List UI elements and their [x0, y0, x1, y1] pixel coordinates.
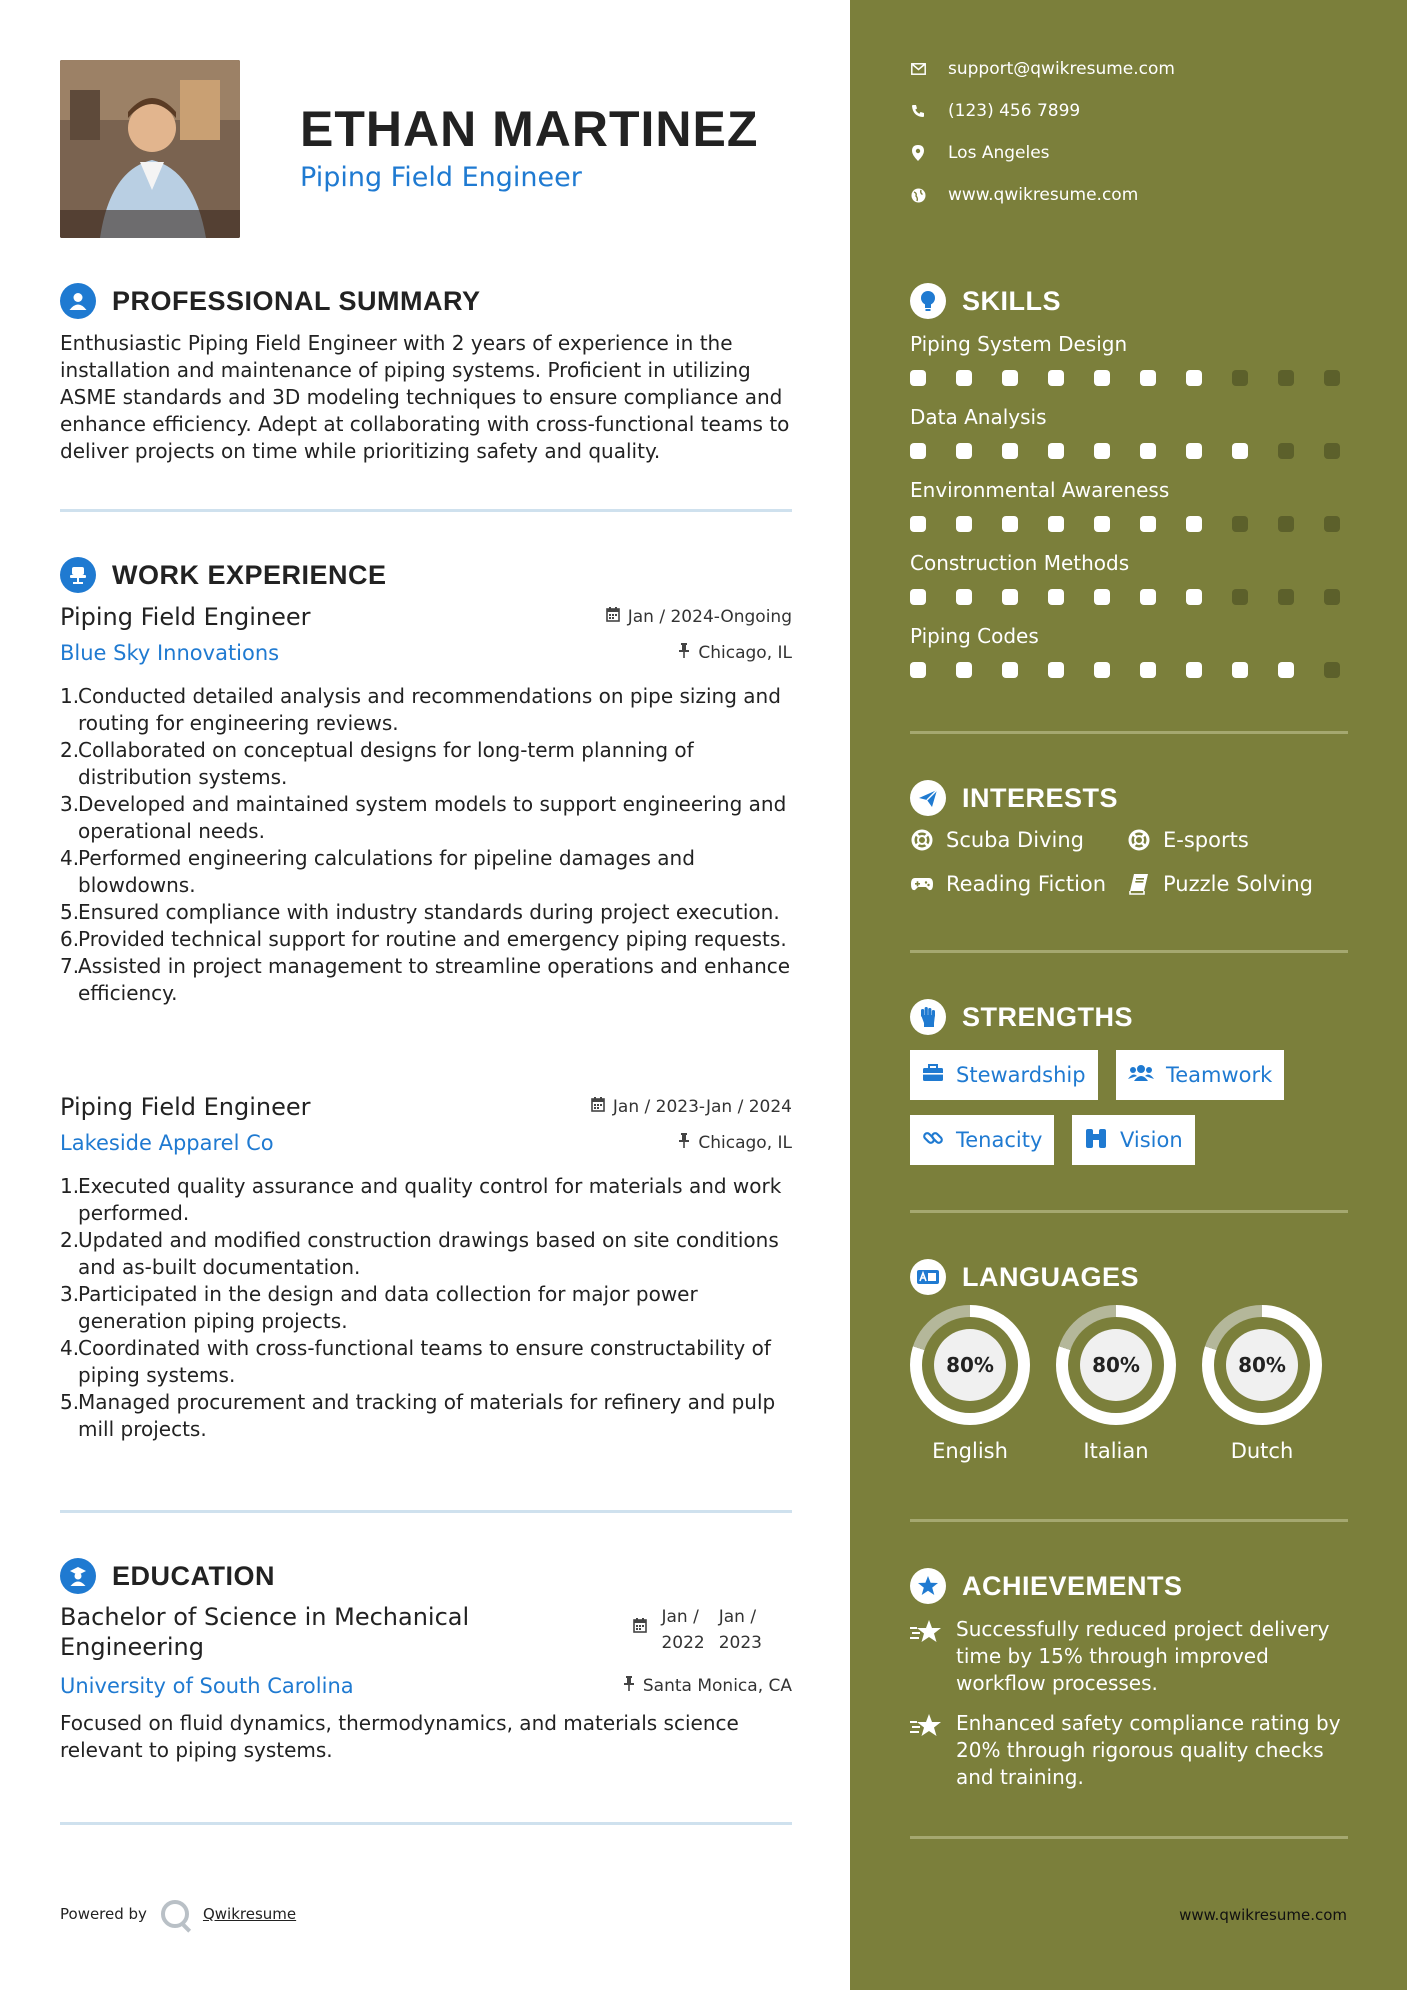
skill-dot — [1278, 443, 1294, 459]
candidate-name: ETHAN MARTINEZ — [300, 101, 759, 157]
achievement-text: Successfully reduced project delivery time by 15% through improved workflow processes. — [956, 1617, 1330, 1695]
job-company: Lakeside Apparel Co — [60, 1131, 274, 1155]
skill-dot — [1324, 443, 1340, 459]
skill-row — [910, 332, 1350, 386]
job-date — [606, 607, 792, 627]
skill-dot — [910, 370, 926, 386]
skill-row — [910, 624, 1350, 678]
website-text: www.qwikresume.com — [948, 185, 1139, 205]
pin-icon — [678, 643, 690, 663]
contact-location — [910, 143, 1050, 163]
skill-dot — [956, 662, 972, 678]
strength-badge — [1116, 1050, 1284, 1100]
brand-link[interactable]: Qwikresume — [202, 1905, 297, 1923]
binoculars-icon — [1084, 1127, 1108, 1154]
star-icon — [910, 1616, 942, 1648]
skill-row — [910, 478, 1350, 532]
achievement-text: Enhanced safety compliance rating by 20% through rigorous quality checks and training. — [956, 1711, 1341, 1789]
footer-website[interactable]: www.qwikresume.com — [1179, 1906, 1347, 1924]
strengths-heading — [910, 999, 1133, 1035]
skill-dot — [1094, 589, 1110, 605]
contact-phone[interactable] — [910, 101, 1080, 121]
interests-title: INTERESTS — [962, 782, 1119, 813]
list-item: 3. Developed and maintained system models to support engineering and operational needs. — [60, 792, 787, 843]
graduate-icon — [60, 1558, 96, 1594]
education-dates — [633, 1604, 762, 1656]
skill-dot — [1186, 516, 1202, 532]
language-name: Italian — [1083, 1439, 1149, 1463]
language-item — [1202, 1305, 1322, 1463]
job-location — [678, 643, 792, 663]
skill-dot — [1002, 589, 1018, 605]
language-ring — [1202, 1305, 1322, 1425]
translate-icon — [910, 1259, 946, 1295]
job-date — [591, 1097, 792, 1117]
strength-label: Teamwork — [1166, 1063, 1273, 1087]
skill-dot — [1140, 516, 1156, 532]
skill-name: Construction Methods — [910, 551, 1130, 575]
experience-title: WORK EXPERIENCE — [112, 559, 387, 590]
email-text: support@qwikresume.com — [948, 59, 1175, 79]
fist-icon — [910, 999, 946, 1035]
job-location-text: Chicago, IL — [698, 643, 792, 663]
skill-dot — [1278, 589, 1294, 605]
user-icon — [60, 283, 96, 319]
list-item: 5. Ensured compliance with industry standards during project execution. — [60, 900, 780, 924]
education-description: Focused on fluid dynamics, thermodynamics, and materials science relevant to piping systems. — [60, 1711, 739, 1762]
list-item: 4. Coordinated with cross-functional teams to ensure constructability of piping systems. — [60, 1336, 771, 1387]
language-ring — [910, 1305, 1030, 1425]
education-entry — [60, 1602, 792, 1762]
skill-rating — [910, 662, 1350, 678]
skill-name: Piping Codes — [910, 624, 1039, 648]
education-title: EDUCATION — [112, 1560, 275, 1591]
location-text: Los Angeles — [948, 143, 1050, 163]
skill-dot — [1094, 516, 1110, 532]
education-start: Jan / 2022 — [661, 1607, 705, 1653]
interest-label: Reading Fiction — [946, 872, 1107, 896]
skill-dot — [1048, 589, 1064, 605]
interest-label: Puzzle Solving — [1163, 872, 1313, 896]
language-item — [910, 1305, 1030, 1463]
interest-item — [910, 872, 1106, 896]
skill-dot — [910, 662, 926, 678]
skill-name: Environmental Awareness — [910, 478, 1170, 502]
job-duties — [60, 683, 792, 1007]
summary-heading — [60, 283, 481, 319]
languages-heading — [910, 1259, 1139, 1295]
job-entry — [60, 1093, 792, 1453]
skill-dot — [1186, 443, 1202, 459]
list-item: 1. Executed quality assurance and quality control for materials and work performed. — [60, 1174, 782, 1225]
gamepad-icon — [910, 872, 934, 896]
section-divider — [910, 1836, 1348, 1839]
list-item: 1. Conducted detailed analysis and recommendations on pipe sizing and routing for engineering reviews. — [60, 684, 781, 735]
job-date-text: Jan / 2024-Ongoing — [627, 607, 792, 627]
language-name: English — [932, 1439, 1008, 1463]
briefcase-icon — [922, 1063, 944, 1087]
skill-dot — [1324, 370, 1340, 386]
skill-dot — [1278, 662, 1294, 678]
skill-dot — [1232, 443, 1248, 459]
skill-name: Data Analysis — [910, 405, 1047, 429]
job-location-text: Chicago, IL — [698, 1133, 792, 1153]
skill-dot — [1002, 516, 1018, 532]
language-item — [1056, 1305, 1176, 1463]
skill-dot — [1324, 589, 1340, 605]
language-name: Dutch — [1230, 1439, 1294, 1463]
skill-dot — [1140, 662, 1156, 678]
candidate-title: Piping Field Engineer — [300, 162, 582, 193]
strength-label: Vision — [1120, 1128, 1183, 1152]
achievement-item — [910, 1710, 1350, 1791]
skill-dot — [1048, 443, 1064, 459]
skills-title: SKILLS — [962, 285, 1062, 316]
calendar-icon — [606, 607, 620, 627]
skill-dot — [1278, 516, 1294, 532]
skill-dot — [1140, 589, 1156, 605]
summary-title: PROFESSIONAL SUMMARY — [112, 285, 481, 316]
languages-title: LANGUAGES — [962, 1261, 1140, 1292]
map-pin-icon — [910, 145, 926, 161]
skill-rating — [910, 370, 1350, 386]
skill-dot — [1002, 662, 1018, 678]
strengths-title: STRENGTHS — [962, 1001, 1134, 1032]
strength-label: Stewardship — [956, 1063, 1086, 1087]
qwikresume-logo-icon — [161, 1900, 189, 1928]
skill-dot — [910, 516, 926, 532]
skill-row — [910, 551, 1350, 605]
calendar-icon — [591, 1097, 605, 1117]
skill-dot — [1324, 662, 1340, 678]
interest-label: E-sports — [1163, 828, 1249, 852]
achievements-heading — [910, 1568, 1183, 1604]
skills-heading — [910, 283, 1061, 319]
star-badge-icon — [910, 1568, 946, 1604]
list-item: 3. Participated in the design and data collection for major power generation piping projects. — [60, 1282, 698, 1333]
contact-website[interactable] — [910, 185, 1138, 205]
lifebuoy-icon — [1127, 828, 1151, 852]
degree: Bachelor of Science in Mechanical Engineering — [60, 1603, 470, 1661]
powered-by-label: Powered by — [60, 1905, 147, 1923]
list-item: 5. Managed procurement and tracking of materials for refinery and pulp mill projects. — [60, 1390, 776, 1441]
skill-dot — [1048, 516, 1064, 532]
section-divider — [60, 1510, 792, 1513]
lifebuoy-icon — [910, 828, 934, 852]
school: University of South Carolina — [60, 1674, 354, 1698]
job-location — [678, 1133, 792, 1153]
list-item: 7. Assisted in project management to streamline operations and enhance efficiency. — [60, 954, 791, 1005]
job-duties — [60, 1173, 792, 1443]
job-title: Piping Field Engineer — [60, 1093, 311, 1121]
skill-dot — [956, 370, 972, 386]
section-divider — [60, 509, 792, 512]
star-icon — [910, 1710, 942, 1742]
strength-badge — [1072, 1115, 1195, 1165]
strength-label: Tenacity — [956, 1128, 1043, 1152]
skill-dot — [956, 443, 972, 459]
interest-item — [1127, 828, 1249, 852]
pin-icon — [678, 1133, 690, 1153]
language-ring — [1056, 1305, 1176, 1425]
skill-dot — [1048, 662, 1064, 678]
link-icon — [922, 1127, 944, 1154]
section-divider — [910, 1210, 1348, 1213]
education-heading — [60, 1558, 275, 1594]
skill-dot — [1232, 662, 1248, 678]
globe-icon — [910, 187, 926, 203]
strength-badge — [910, 1115, 1054, 1165]
job-date-text: Jan / 2023-Jan / 2024 — [612, 1097, 792, 1117]
skill-rating — [910, 589, 1350, 605]
skill-dot — [1048, 370, 1064, 386]
skill-dot — [1324, 516, 1340, 532]
skill-rating — [910, 516, 1350, 532]
contact-email[interactable] — [910, 59, 1175, 79]
job-entry — [60, 603, 792, 1063]
achievement-item — [910, 1616, 1350, 1697]
skill-dot — [1002, 443, 1018, 459]
paper-plane-icon — [910, 780, 946, 816]
skill-rating — [910, 443, 1350, 459]
skill-dot — [910, 443, 926, 459]
skill-dot — [1094, 443, 1110, 459]
skill-dot — [1232, 589, 1248, 605]
education-location: Santa Monica, CA — [623, 1676, 792, 1696]
list-item: 2. Updated and modified construction drawings based on site conditions and as-built documentation. — [60, 1228, 779, 1279]
skill-dot — [910, 589, 926, 605]
skill-dot — [956, 516, 972, 532]
list-item: 2. Collaborated on conceptual designs for long-term planning of distribution systems. — [60, 738, 694, 789]
strength-badge — [910, 1050, 1098, 1100]
education-end: Jan / 2023 — [718, 1607, 762, 1653]
skill-dot — [1094, 370, 1110, 386]
envelope-icon — [910, 61, 926, 77]
users-icon — [1128, 1063, 1154, 1087]
book-icon — [1127, 872, 1151, 896]
powered-by — [60, 1900, 296, 1928]
skill-dot — [956, 589, 972, 605]
section-divider — [910, 1519, 1348, 1522]
skill-dot — [1140, 370, 1156, 386]
language-percent: 80% — [934, 1329, 1006, 1401]
interests-heading — [910, 780, 1118, 816]
list-item: 4. Performed engineering calculations for pipeline damages and blowdowns. — [60, 846, 695, 897]
experience-heading — [60, 557, 387, 593]
section-divider — [910, 731, 1348, 734]
skill-name: Piping System Design — [910, 332, 1128, 356]
sidebar — [850, 0, 1407, 1990]
phone-icon — [910, 103, 926, 119]
interest-item — [1127, 872, 1313, 896]
section-divider — [60, 1822, 792, 1825]
skill-dot — [1232, 370, 1248, 386]
chair-icon — [60, 557, 96, 593]
job-company: Blue Sky Innovations — [60, 641, 280, 665]
profile-photo — [60, 60, 240, 238]
skill-dot — [1186, 370, 1202, 386]
section-divider — [910, 950, 1348, 953]
pin-icon — [623, 1676, 635, 1696]
interest-item — [910, 828, 1084, 852]
skill-row — [910, 405, 1350, 459]
lightbulb-icon — [910, 283, 946, 319]
phone-text: (123) 456 7899 — [948, 101, 1081, 121]
skill-dot — [1186, 589, 1202, 605]
skill-dot — [1232, 516, 1248, 532]
list-item: 6. Provided technical support for routine and emergency piping requests. — [60, 927, 787, 951]
job-title: Piping Field Engineer — [60, 603, 311, 631]
skill-dot — [1094, 662, 1110, 678]
achievements-title: ACHIEVEMENTS — [962, 1570, 1183, 1601]
skill-dot — [1140, 443, 1156, 459]
skill-dot — [1186, 662, 1202, 678]
calendar-icon — [633, 1618, 647, 1638]
interest-label: Scuba Diving — [946, 828, 1084, 852]
summary-text: Enthusiastic Piping Field Engineer with 2 years of experience in the installation and maintenance of piping systems. Proficient in utilizing ASME standards and 3D modeling techniques to ensure compliance and enhance efficiency. Adept at collaborating with cross-functional teams to deliver projects on time while prioritizing safety and quality. — [60, 331, 790, 463]
language-percent: 80% — [1080, 1329, 1152, 1401]
skill-dot — [1002, 370, 1018, 386]
skill-dot — [1278, 370, 1294, 386]
language-percent: 80% — [1226, 1329, 1298, 1401]
